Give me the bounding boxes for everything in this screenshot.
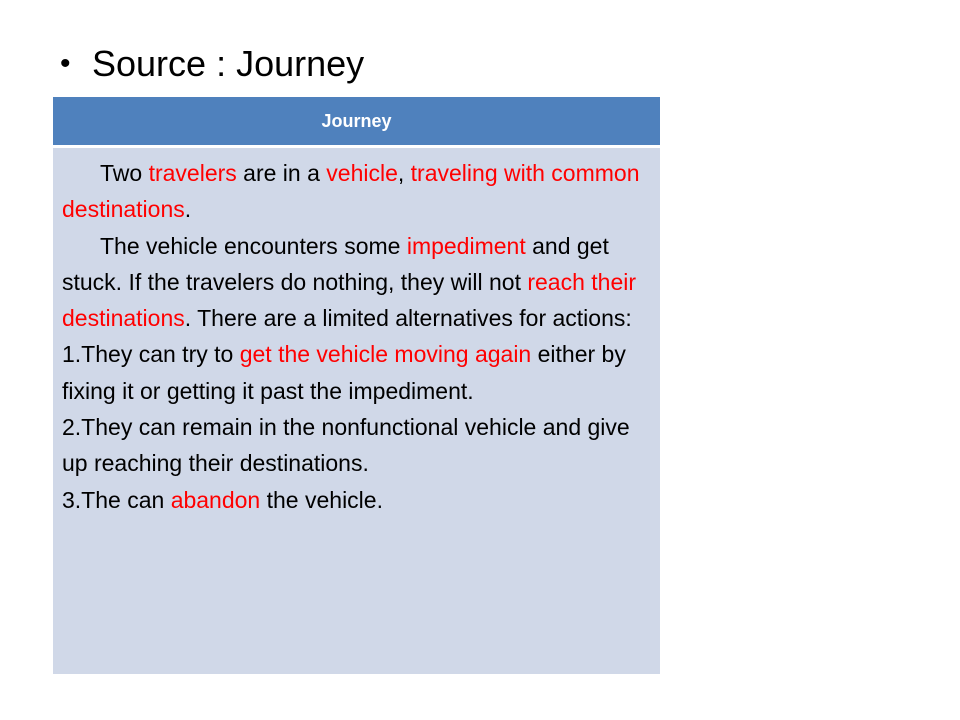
body-text: 3.The can (62, 486, 171, 513)
body-text: either by fixing it or getting it past the impediment. (62, 341, 626, 404)
bullet-icon: • (60, 47, 71, 80)
highlighted-text: impediment (406, 232, 526, 259)
table-header (53, 97, 660, 145)
paragraph (62, 155, 654, 228)
slide-title (60, 36, 364, 92)
body-text: . There are a limited alternatives for actions: (184, 305, 632, 332)
body-text: and get stuck. If the travelers do nothing, they will not (62, 232, 609, 295)
body-text: the vehicle. (260, 486, 383, 513)
body-text: are in a (236, 160, 327, 186)
highlighted-text: get the vehicle moving again (239, 341, 532, 368)
paragraph (62, 228, 654, 337)
body-text: Two (100, 160, 149, 186)
highlighted-text: traveling with common destinations (62, 160, 640, 223)
body-text: 2.They can remain in the nonfunctional vehicle and give up reaching their destinations. (62, 414, 630, 477)
highlighted-text: abandon (170, 486, 261, 513)
paragraph (62, 336, 654, 409)
table-body-cell (53, 148, 660, 674)
highlighted-text: reach their destinations (62, 268, 637, 332)
journey-table (53, 97, 660, 674)
table-header-label: Journey (321, 110, 392, 131)
body-text: 1.They can try to (62, 341, 240, 368)
highlighted-text: vehicle (326, 160, 398, 186)
body-text: , (397, 160, 411, 186)
slide-title-text: Source : Journey (92, 43, 365, 84)
body-text: The vehicle encounters some (100, 232, 407, 259)
highlighted-text: travelers (148, 160, 237, 186)
body-text: . (184, 196, 192, 223)
paragraph (62, 482, 654, 518)
paragraph (62, 409, 654, 482)
